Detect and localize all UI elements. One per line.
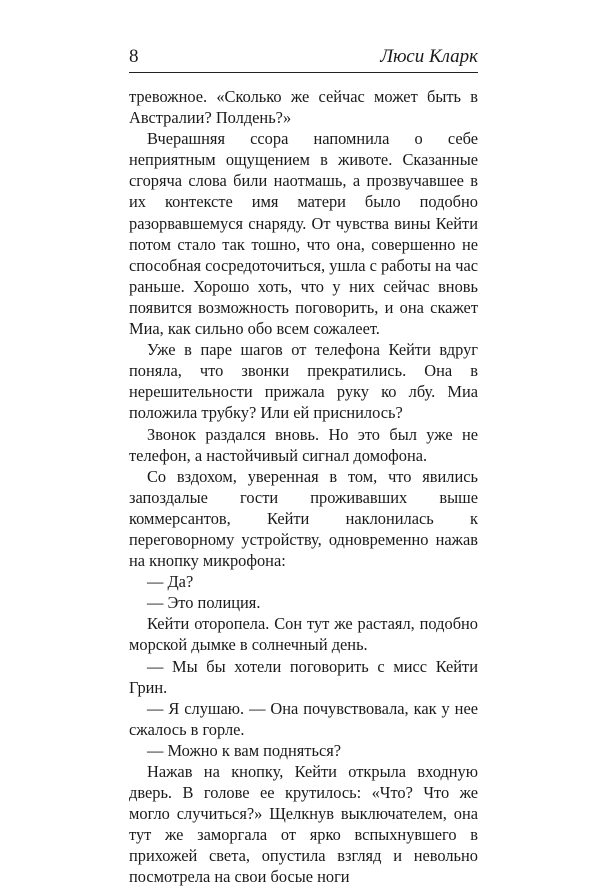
- paragraph-2: Вчерашняя ссора напомнила о себе неприятным ощущением в животе. Сказанные сгоряча слова били наотмашь, а прозвучавшее в их контексте имя матери было подобно разорвавшемуся снаряду. От чувства вины Кейти потом стало так тошно, что она, совершенно не способная сосредоточиться, ушла с работы на час раньше. Хорошо хоть, что у них сейчас вновь появится возможность поговорить, и она скажет Миа, как сильно обо всем сожалеет.: [129, 129, 478, 339]
- page-number: 8: [129, 46, 139, 67]
- dialogue-line-4: — Я слушаю. — Она почувствовала, как у нее сжалось в горле.: [129, 698, 478, 739]
- running-head-author: Люси Кларк: [380, 46, 478, 67]
- page-header: [129, 42, 478, 73]
- paragraph-5: Со вздохом, уверенная в том, что явились запоздалые гости проживавших выше коммерсантов, Кейти наклонилась к переговорному устройству, одновременно нажав на кнопку микрофона:: [129, 466, 478, 571]
- body-text: [129, 86, 478, 888]
- dialogue-line-5: — Можно к вам подняться?: [147, 740, 342, 760]
- dialogue-line-2: — Это полиция.: [147, 593, 261, 613]
- paragraph-1: тревожное. «Сколько же сейчас может быть в Австралии? Полдень?»: [129, 87, 478, 128]
- paragraph-7: Нажав на кнопку, Кейти открыла входную дверь. В голове ее крутилось: «Что? Что же могло случиться?» Щелкнув выключателем, она тут же заморгала от ярко вспыхнувшего в прихожей света, опустила взгляд и невольно посмотрела на свои босые ноги: [129, 762, 478, 887]
- paragraph-6: Кейти оторопела. Сон тут же растаял, подобно морской дымке в солнечный день.: [129, 614, 478, 655]
- dialogue-line-1: — Да?: [147, 572, 194, 592]
- paragraph-4: Звонок раздался вновь. Но это был уже не телефон, а настойчивый сигнал домофона.: [129, 424, 478, 465]
- paragraph-3: Уже в паре шагов от телефона Кейти вдруг поняла, что звонки прекратились. Она в нерешительности прижала руку ко лбу. Миа положила трубку? Или ей приснилось?: [129, 340, 478, 423]
- dialogue-line-3: — Мы бы хотели поговорить с мисс Кейти Грин.: [129, 656, 478, 697]
